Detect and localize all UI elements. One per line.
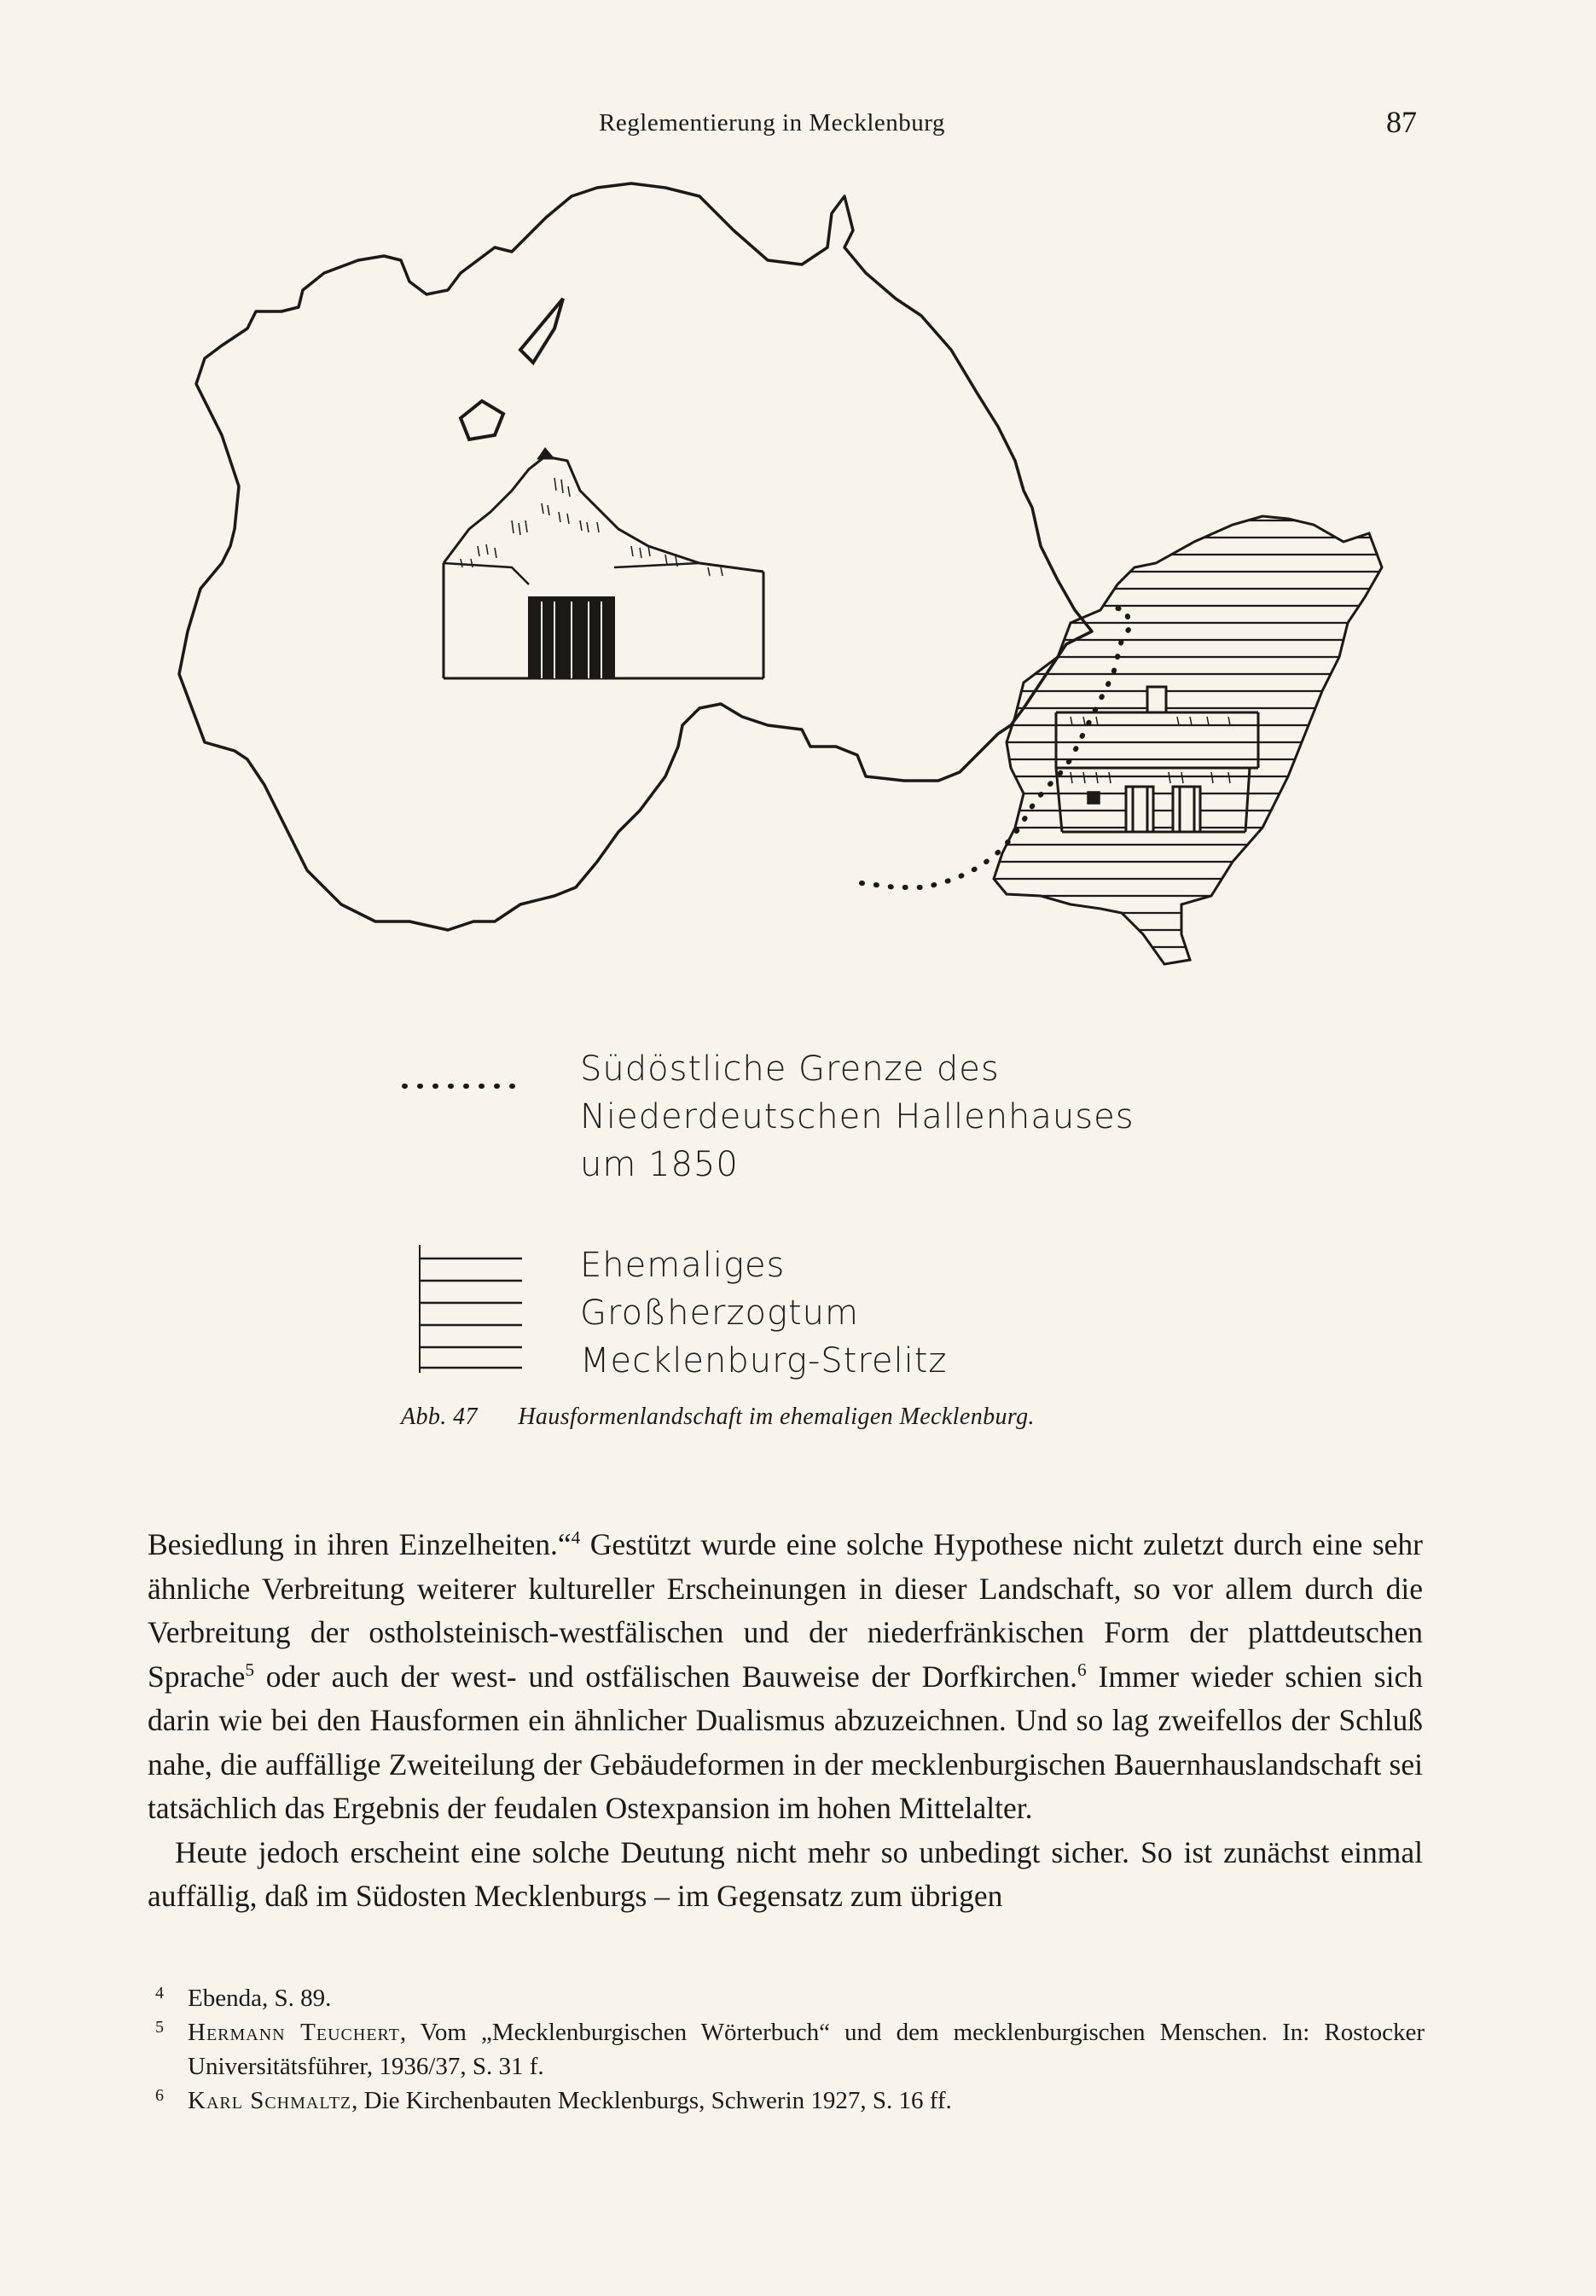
text-run: oder auch der west- und ostfälischen Bauweise der Dorfkirchen. <box>254 1659 1078 1694</box>
country-outline <box>179 183 1092 930</box>
paragraph <box>148 1523 1423 1831</box>
legend-line: Großherzogtum <box>580 1293 859 1333</box>
legend-text-dotted <box>580 1045 1135 1189</box>
legend-line: Niederdeutschen Hallenhauses <box>580 1097 1135 1136</box>
footnote-ref: 6 <box>1077 1659 1087 1680</box>
footnote <box>155 1981 1425 2015</box>
text-run: Besiedlung in ihren Einzelheiten.“ <box>148 1527 572 1561</box>
footnote-text: Ebenda, S. 89. <box>188 1985 332 2012</box>
footnote-number: 5 <box>155 2018 164 2037</box>
footnote-ref: 4 <box>571 1527 581 1549</box>
footnotes <box>155 1981 1425 2118</box>
paragraph: Heute jedoch erscheint eine solche Deutung nicht mehr so unbedingt sicher. So ist zunächst einmal auffällig, daß im Südosten Mecklenburgs – im Gegensatz zum übrigen <box>148 1834 1423 1913</box>
island-north <box>520 299 563 363</box>
running-title: Reglementierung in Mecklenburg <box>599 109 945 137</box>
strelitz-outline <box>994 516 1382 964</box>
footnote-number: 6 <box>155 2086 164 2105</box>
legend-line: Südöstliche Grenze des <box>580 1049 1000 1089</box>
legend-line: Ehemaliges <box>580 1246 786 1285</box>
dotted-line-swatch <box>401 1078 529 1095</box>
figure-label: Abb. 47 <box>401 1404 478 1430</box>
island-west <box>461 401 503 439</box>
footnote <box>155 2015 1425 2084</box>
figure-caption <box>401 1404 1035 1431</box>
footnote <box>155 2084 1425 2118</box>
footnote-number: 4 <box>155 1984 164 2002</box>
footnote-ref: 5 <box>245 1659 254 1680</box>
figure-caption-text: Hausformenlandschaft im ehemaligen Mecklenburg. <box>518 1404 1035 1430</box>
text-run: Gestützt wurde eine solche Hypothese nicht zuletzt durch eine sehr ähnliche Verbreitung weiterer kultureller Erscheinungen in dieser Landschaft, so vor allem durch die Verbreitung der ostholsteinisch-westfälischen und der niederfränkischen Form der plattdeutschen Sprache <box>148 1527 1423 1694</box>
legend-line: um 1850 <box>580 1145 739 1184</box>
hallenhaus-icon <box>444 448 763 678</box>
legend-text-hatched <box>580 1241 947 1385</box>
page-number: 87 <box>1386 105 1417 139</box>
body-text <box>148 1523 1423 1919</box>
footnote-author: Hermann Teuchert <box>188 2019 400 2046</box>
footnote-text: , Die Kirchenbauten Mecklenburgs, Schwerin 1927, S. 16 ff. <box>351 2087 952 2114</box>
map-legend <box>401 1045 1254 1395</box>
hatched-swatch <box>418 1245 525 1373</box>
page-header <box>0 101 1596 152</box>
mecklenburg-map <box>154 179 1433 998</box>
footnote-author: Karl Schmaltz <box>188 2087 352 2114</box>
footnote-text: , Vom „Mecklenburgischen Wörterbuch“ und dem mecklenburgischen Menschen. In: Rostocker Universitätsführer, 1936/37, S. 31 f. <box>188 2019 1425 2080</box>
legend-line: Mecklenburg-Strelitz <box>580 1341 948 1381</box>
text-run: Immer wieder schien sich darin wie bei den Hausformen ein ähnlicher Dualismus abzuzeichnen. Und so lag zweifellos der Schluß nahe, die auffällige Zweiteilung der Gebäudeformen in der mecklenburgischen Bauernhauslandschaft sei tatsächlich das Ergebnis der feudalen Ostexpansion im hohen Mittelalter. <box>148 1659 1423 1825</box>
